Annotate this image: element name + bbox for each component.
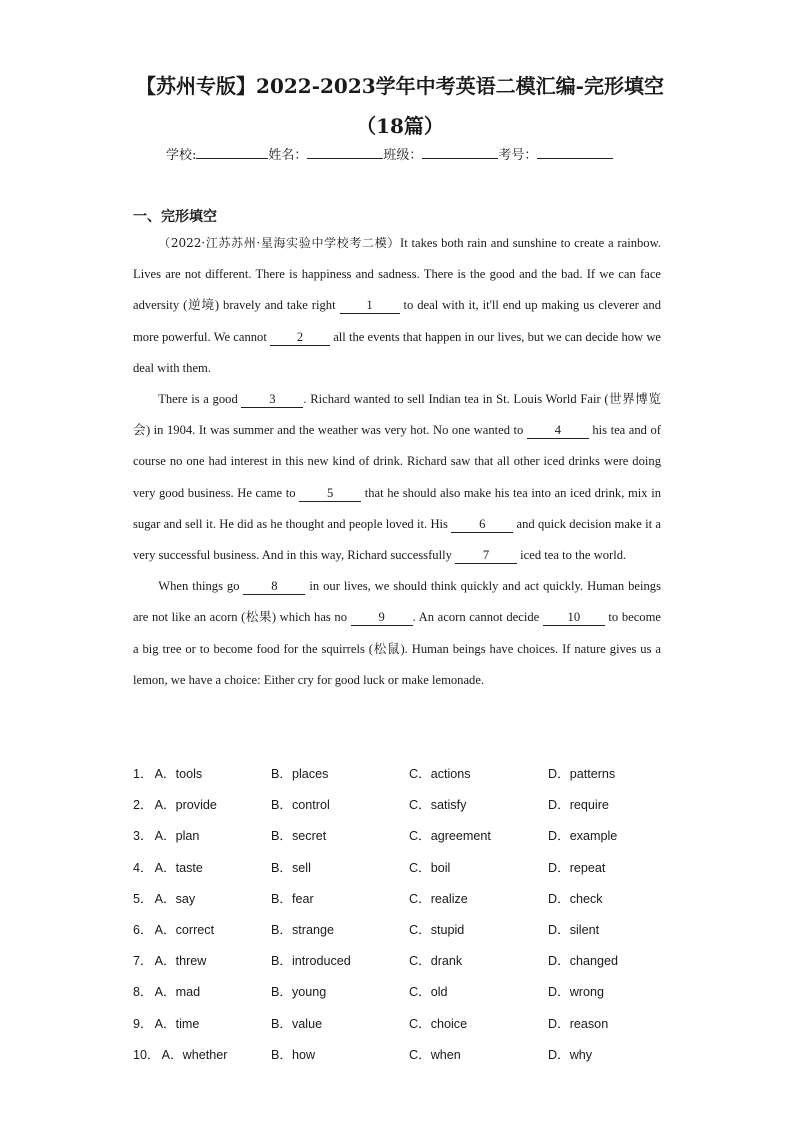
question-number: 4． <box>133 860 153 875</box>
option-c[interactable]: C．old <box>409 985 448 1000</box>
option-d[interactable]: D．repeat <box>548 860 606 875</box>
option-b[interactable]: B．sell <box>271 860 311 875</box>
school-field[interactable] <box>196 146 268 159</box>
blank-5[interactable]: 5 <box>299 485 361 502</box>
option-d[interactable]: D．silent <box>548 923 600 938</box>
option-c[interactable]: C．satisfy <box>409 798 467 813</box>
option-row <box>133 788 693 819</box>
option-d[interactable]: D．changed <box>548 954 619 969</box>
paragraph-2: There is a good 3 . Richard wanted to sell Indian tea in St. Louis World Fair (世界博览会) in 1904. It was summer and the weather was very hot. No one wanted to 4 his tea and of course no one had interest in this new kind of drink. Richard saw that all other iced drinks were doing very good business. He came to 5 that he should also make his tea into an iced drink, mix in sugar and sell it. He did as he thought and people loved it. His 6 and quick decision make it a very successful business. And in this way, Richard successfully 7 iced tea to the world. <box>133 392 661 563</box>
option-row <box>133 913 693 944</box>
blank-4[interactable]: 4 <box>527 422 589 439</box>
option-b[interactable]: B．strange <box>271 923 334 938</box>
option-a[interactable]: A．mad <box>154 985 201 1000</box>
number-field[interactable] <box>537 146 613 159</box>
blank-1[interactable]: 1 <box>340 297 400 314</box>
option-c[interactable]: C．stupid <box>409 923 465 938</box>
section-heading: 一、完形填空 <box>133 209 217 225</box>
class-field[interactable] <box>422 146 498 159</box>
option-d[interactable]: D．wrong <box>548 985 604 1000</box>
question-number: 5． <box>133 891 153 906</box>
option-a[interactable]: A．say <box>154 891 196 906</box>
option-d[interactable]: D．patterns <box>548 767 616 782</box>
option-b[interactable]: B．introduced <box>271 954 351 969</box>
name-field[interactable] <box>307 146 383 159</box>
option-a[interactable]: A．time <box>154 1016 200 1031</box>
option-a[interactable]: A．correct <box>154 923 215 938</box>
school-label: 学校: <box>166 148 197 163</box>
source-note: （2022·江苏苏州·星海实验中学校考二模） <box>158 236 401 250</box>
question-number: 10． <box>133 1047 160 1062</box>
option-c[interactable]: C．realize <box>409 891 468 906</box>
option-row <box>133 851 693 882</box>
option-b[interactable]: B．value <box>271 1016 323 1031</box>
question-number: 1． <box>133 767 153 782</box>
page-title: 【苏州专版】2022-2023学年中考英语二模汇编-完形填空（18篇） <box>136 74 664 138</box>
number-label: 考号： <box>498 148 538 163</box>
blank-8[interactable]: 8 <box>243 578 305 595</box>
blank-7[interactable]: 7 <box>455 547 517 564</box>
option-b[interactable]: B．control <box>271 798 330 813</box>
blank-2[interactable]: 2 <box>270 329 330 346</box>
option-c[interactable]: C．agreement <box>409 829 491 844</box>
option-c[interactable]: C．actions <box>409 767 471 782</box>
option-row <box>133 975 693 1006</box>
class-label: 班级： <box>383 148 423 163</box>
paragraph-3: When things go 8 in our lives, we should think quickly and act quickly. Human beings are not like an acorn (松果) which has no 9 . An acorn cannot decide 10 to become a big tree or to become food for the squirrels (松鼠). Human beings have choices. If nature gives us a lemon, we have a choice: Either cry for good luck or make lemonade. <box>133 579 661 687</box>
cloze-passage <box>133 228 661 696</box>
option-d[interactable]: D．require <box>548 798 609 813</box>
option-b[interactable]: B．secret <box>271 829 327 844</box>
option-b[interactable]: B．how <box>271 1047 316 1062</box>
option-a[interactable]: A．provide <box>154 798 217 813</box>
question-number: 2． <box>133 798 153 813</box>
option-b[interactable]: B．fear <box>271 891 314 906</box>
answer-options <box>133 757 693 1069</box>
question-number: 7． <box>133 954 153 969</box>
option-row <box>133 944 693 975</box>
student-info-line <box>166 144 613 163</box>
option-row <box>133 819 693 850</box>
option-b[interactable]: B．young <box>271 985 327 1000</box>
option-row <box>133 1038 693 1069</box>
question-number: 6． <box>133 923 153 938</box>
option-row <box>133 1007 693 1038</box>
option-a[interactable]: A．taste <box>154 860 203 875</box>
option-c[interactable]: C．boil <box>409 860 451 875</box>
question-number: 8． <box>133 985 153 1000</box>
option-d[interactable]: D．why <box>548 1047 593 1062</box>
blank-9[interactable]: 9 <box>351 609 413 626</box>
question-number: 9． <box>133 1016 153 1031</box>
option-d[interactable]: D．check <box>548 891 603 906</box>
option-a[interactable]: A．whether <box>161 1047 228 1062</box>
option-a[interactable]: A．threw <box>154 954 207 969</box>
option-row <box>133 757 693 788</box>
question-number: 3． <box>133 829 153 844</box>
option-b[interactable]: B．places <box>271 767 329 782</box>
option-a[interactable]: A．plan <box>154 829 200 844</box>
option-a[interactable]: A．tools <box>154 767 203 782</box>
option-d[interactable]: D．example <box>548 829 618 844</box>
blank-10[interactable]: 10 <box>543 609 605 626</box>
option-c[interactable]: C．choice <box>409 1016 468 1031</box>
blank-6[interactable]: 6 <box>451 516 513 533</box>
option-row <box>133 882 693 913</box>
option-c[interactable]: C．when <box>409 1047 461 1062</box>
option-c[interactable]: C．drank <box>409 954 463 969</box>
option-d[interactable]: D．reason <box>548 1016 609 1031</box>
name-label: 姓名： <box>268 148 308 163</box>
blank-3[interactable]: 3 <box>241 391 303 408</box>
paragraph-1: （2022·江苏苏州·星海实验中学校考二模）It takes both rain and sunshine to create a rainbow. Lives are not different. There is happiness and sadness. There is the good and the bad. If we can face adversity (逆境) bravely and take right 1 to deal with it, it'll end up making us cleverer and more powerful. We cannot 2 all the events that happen in our lives, but we can decide how we deal with them. <box>133 236 662 375</box>
